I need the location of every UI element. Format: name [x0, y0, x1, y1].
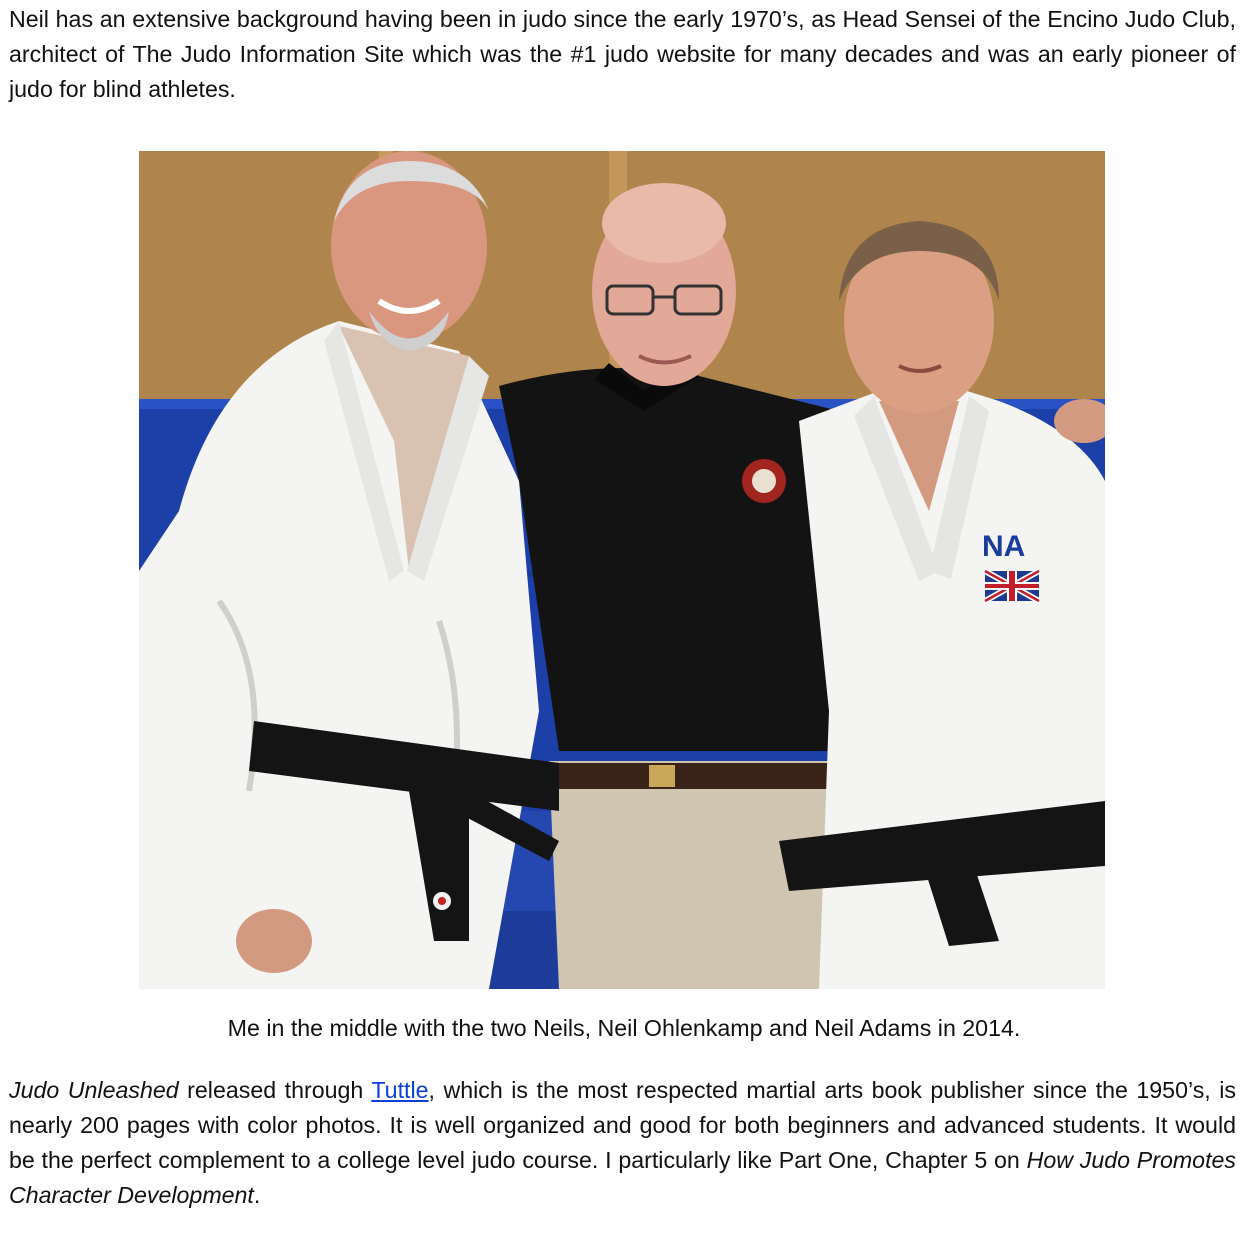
tuttle-link[interactable]: Tuttle: [371, 1077, 429, 1103]
review-text-1: released through: [178, 1077, 372, 1103]
intro-paragraph: Neil has an extensive background having been in judo since the early 1970’s, as Head Sensei of the Encino Judo Club, architect of The Judo Information Site which was the #1 judo website for many decades and was an early pioneer of judo for blind athletes.: [9, 6, 1236, 102]
photo-figure: [139, 151, 1105, 989]
review-text-3: .: [253, 1182, 261, 1208]
review-text-2: , which is the most respected martial arts book publisher since the 1950’s, is nearly 200 pages with color photos. It is well organized and good for both beginners and advanced students. It would be the perfect complement to a college level judo course. I particularly like Part One, Chapter 5 on: [9, 1077, 1236, 1173]
figure-caption: Me in the middle with the two Neils, Neil Ohlenkamp and Neil Adams in 2014.: [227, 1015, 1021, 1041]
chapter-title: How Judo Promotes Character Development: [9, 1147, 1237, 1208]
gi-patch-text: NA: [982, 530, 1026, 563]
review-paragraph: [9, 1073, 1236, 1213]
book-title: Judo Unleashed: [9, 1077, 179, 1103]
judo-group-photo: [139, 151, 1105, 989]
